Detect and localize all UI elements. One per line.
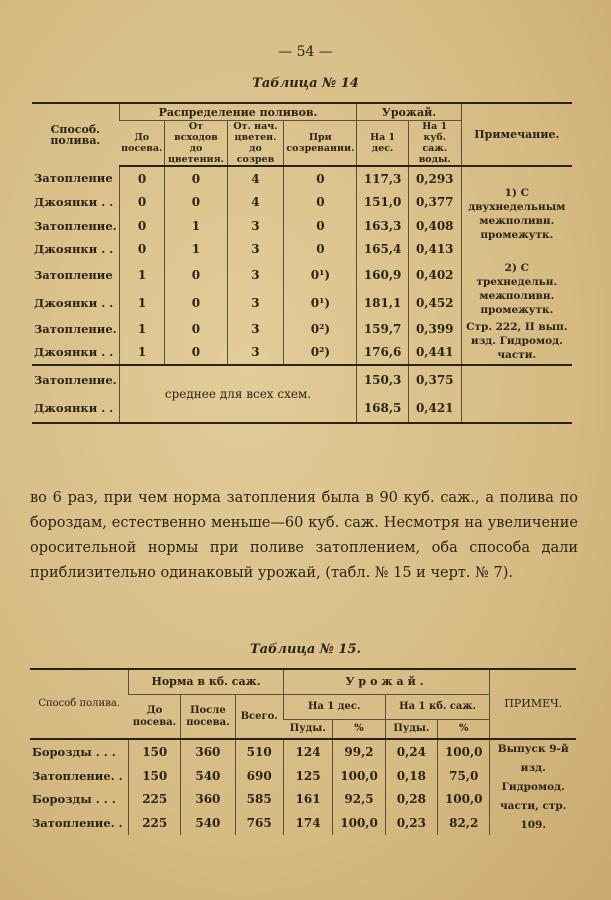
header-method: Способ полива. [30,669,129,739]
cell: 1 [119,341,165,366]
header-method: Способ. полива. [50,123,101,147]
cell: Джоянки . . [34,401,114,415]
header-unit: Пуды. [385,720,437,740]
cell: 0 [284,238,357,262]
cell: 3 [227,317,284,341]
body-paragraph: во 6 раз, при чем норма затопления была в 90 куб. саж., а полива по бороздам, естественно меньше—60 куб. саж. Несмотря на увеличение оросительной нормы при поливе затоплением, оба способа дали приблизительно одинаковый урожай, (табл. № 15 и черт. № 7). [30,490,578,581]
header-sub: До посева. [119,121,165,167]
cell: 0¹) [284,289,357,317]
cell: 1 [119,261,165,289]
cell: 160,9 [357,261,409,289]
cell: 0 [165,289,227,317]
cell: 82,2 [438,811,490,835]
cell: 4 [227,191,284,215]
cell: 0 [165,191,227,215]
header-unit: Пуды. [283,720,333,740]
cell: Джоянки . . [34,195,114,210]
cell: Затопление. . [32,816,123,831]
cell: 510 [235,739,283,764]
cell: 0,413 [408,238,461,262]
cell: 360 [181,788,235,812]
cell: 161 [283,788,333,812]
cell: 92,5 [333,788,385,812]
cell: 99,2 [333,739,385,764]
cell: 225 [129,788,181,812]
header-sub: При созревании. [284,121,357,167]
header-sub: После посева. [181,695,235,740]
cell: 3 [227,214,284,238]
table-14 [32,102,572,424]
cell: 150 [129,764,181,788]
cell: 0 [284,166,357,191]
cell: 100,0 [438,739,490,764]
cell: 0 [165,341,227,366]
table-row [32,166,572,191]
header-distribution: Распределение поливов. [119,103,357,121]
cell: 0 [165,317,227,341]
cell: 0,441 [408,341,461,366]
cell: 0,18 [385,764,437,788]
cell: 0,24 [385,739,437,764]
cell: 0 [119,214,165,238]
cell: Джоянки . . [34,345,114,360]
cell: 0 [119,238,165,262]
cell: 100,0 [438,788,490,812]
cell: 0 [165,166,227,191]
header-sub: Всего. [235,695,283,740]
header-sub: До посева. [129,695,181,740]
cell: 0,23 [385,811,437,835]
note-1: 1) С двухнедельным межполивн. промежутк. [461,166,572,261]
cell: 0²) [284,317,357,341]
table-row [30,739,576,764]
note: Выпуск 9-й изд. Гидромод. части, стр. 109. [490,739,576,835]
cell: 3 [227,238,284,262]
cell: 0,421 [408,394,461,423]
cell: 165,4 [357,238,409,262]
cell: 0 [284,214,357,238]
header-unit: % [333,720,385,740]
header-note: ПРИМЕЧ. [490,669,576,739]
cell: 150,3 [357,365,409,394]
cell: 75,0 [438,764,490,788]
header-yield: Урожай. [283,669,490,695]
cell: Затопление [34,171,113,186]
cell: 1 [165,214,227,238]
cell: 0 [119,166,165,191]
cell: 0¹) [284,261,357,289]
cell: 4 [227,166,284,191]
cell: Джоянки . . [34,296,114,310]
header-sub: На 1 дес. [283,695,385,720]
page-number: — 54 — [278,44,333,60]
cell: 3 [227,341,284,366]
cell: 585 [235,788,283,812]
note-2: 2) С трехнедельн. межполивн. промежутк. [461,261,572,317]
empty-note-cell [461,365,572,423]
header-yield: Урожай. [357,103,461,121]
header-norm: Норма в кб. саж. [129,669,283,695]
cell: Затопление [34,268,113,282]
header-unit: % [438,720,490,740]
table-15 [30,668,576,835]
cell: 124 [283,739,333,764]
cell: 0,293 [408,166,461,191]
cell: 125 [283,764,333,788]
cell: Затопление. [34,218,117,233]
cell: 0²) [284,341,357,366]
cell: 163,3 [357,214,409,238]
cell: 3 [227,261,284,289]
cell: 360 [181,739,235,764]
header-sub: От. нач. цветен. до созрев [227,121,284,167]
cell: 174 [283,811,333,835]
cell: 3 [227,289,284,317]
cell: 0 [165,261,227,289]
cell: 117,3 [357,166,409,191]
cell: 0,402 [408,261,461,289]
header-sub: На 1 кб. саж. [385,695,490,720]
cell: 0,28 [385,788,437,812]
cell: Затопление. [34,321,117,336]
table-row [32,317,572,341]
cell: Джоянки . . [34,242,114,257]
cell: Борозды . . . [32,792,116,807]
cell: 1 [119,289,165,317]
cell: 0,375 [408,365,461,394]
cell: 765 [235,811,283,835]
cell: 168,5 [357,394,409,423]
header-sub: На 1 дес. [357,121,409,167]
table-row [32,261,572,289]
cell: 0,377 [408,191,461,215]
cell: 0 [119,191,165,215]
cell: 150 [129,739,181,764]
table-14-title: Таблица № 14 [252,76,359,91]
cell: 0,452 [408,289,461,317]
cell: 225 [129,811,181,835]
cell: Затопление. [32,365,119,394]
cell: 540 [181,811,235,835]
cell: 100,0 [333,764,385,788]
cell: 151,0 [357,191,409,215]
cell: 0 [284,191,357,215]
table-15-title: Таблица № 15. [249,642,362,657]
header-sub: От всходов до цветения. [165,121,227,167]
summary-label: среднее для всех схем. [119,365,357,423]
cell: 176,6 [357,341,409,366]
note-3: Стр. 222, II вып. изд. Гидромод. части. [461,317,572,365]
cell: Затопление. . [32,768,123,783]
cell: 1 [165,238,227,262]
cell: 540 [181,764,235,788]
cell: 1 [119,317,165,341]
header-sub: На 1 куб. саж. воды. [408,121,461,167]
cell: 100,0 [333,811,385,835]
cell: 159,7 [357,317,409,341]
cell: 0,408 [408,214,461,238]
cell: 181,1 [357,289,409,317]
cell: 690 [235,764,283,788]
summary-row [32,365,572,394]
cell: Борозды . . . [32,744,116,759]
cell: 0,399 [408,317,461,341]
header-note: Примечание. [461,103,572,166]
